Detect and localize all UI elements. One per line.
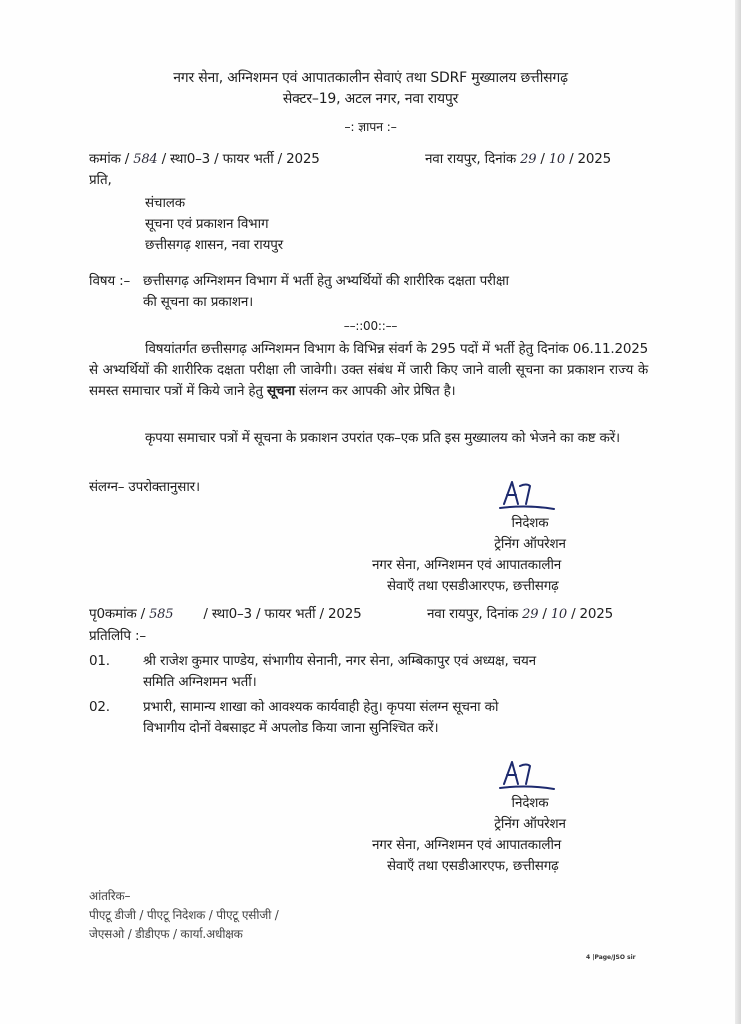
signatory-line4-1: सेवाएँ तथा एसडीआरएफ, छत्तीसगढ़ [387,578,559,594]
paragraph1-end: संलग्न कर आपकी ओर प्रेषित है। [299,383,456,399]
body-paragraph-1 [89,339,648,402]
signatory-title-2: निदेशक [511,795,549,811]
enclosure-line: संलग्न– उपरोक्तानुसार। [89,479,200,495]
letterhead-line2: सेक्टर–19, अटल नगर, नवा रायपुर [282,91,459,107]
recipient-line3: छत्तीसगढ़ शासन, नवा रायपुर [145,237,284,253]
recipient-line1: संचालक [145,195,185,211]
copy-reference-suffix: / स्था0–3 / फायर भर्ती / 2025 [203,606,362,622]
copy-item-1-line1: श्री राजेश कुमार पाण्डेय, संभागीय सेनानी, नगर सेना, अम्बिकापुर एवं अध्यक्ष, चयन [143,653,536,669]
date-month: 10 [548,152,565,167]
signature-2 [496,758,556,792]
letterhead-line1: नगर सेना, अग्निशमन एवं आपातकालीन सेवाएं तथा SDRF मुख्यालय छत्तीसगढ़ [173,70,568,86]
subject-line1: छत्तीसगढ़ अग्निशमन विभाग में भर्ती हेतु अभ्यर्थियों की शारीरिक दक्षता परीक्षा [143,273,509,289]
copy-reference-line [89,604,362,625]
copy-place-date-label: नवा रायपुर, दिनांक [427,606,519,622]
internal-line1: पीएटू डीजी / पीएटू निदेशक / पीएटू एसीजी / [89,908,279,922]
reference-prefix: कमांक / [89,151,130,167]
subject-label: विषय :– [89,273,131,289]
separator: ––::00::–– [343,319,398,333]
reference-number: 584 [133,152,158,167]
copy-item-2-line2: विभागीय दोनों वेबसाइट में अपलोड किया जाना सुनिश्चित करें। [143,720,439,736]
signatory-line4-2: सेवाएँ तथा एसडीआरएफ, छत्तीसगढ़ [387,858,559,874]
memo-title: –: ज्ञापन :– [344,119,397,134]
copy-item-2-line1: प्रभारी, सामान्य शाखा को आवश्यक कार्यवाही हेतु। कृपया संलग्न सूचना को [143,699,499,715]
reference-suffix: / स्था0–3 / फायर भर्ती / 2025 [161,151,320,167]
date-year: / 2025 [569,151,612,167]
place-date-label: नवा रायपुर, दिनांक [425,151,517,167]
copy-date-year: / 2025 [571,606,614,622]
recipient-line2: सूचना एवं प्रकाशन विभाग [145,216,269,232]
signatory-line3-2: नगर सेना, अग्निशमन एवं आपातकालीन [372,837,562,853]
signatory-line2-2: ट्रेनिंग ऑपरेशन [494,816,566,832]
paragraph1-text: विषयांतर्गत छत्तीसगढ़ अग्निशमन विभाग के विभिन्न संवर्ग के 295 पदों में भर्ती हेतु दिनांक 06.11.2025 से अभ्यर्थियों की शारीरिक दक्षता परीक्षा ली जावेगी। उक्त संबंध में जारी किए जाने वाली सूचना का प्रकाशन राज्य के समस्त समाचार पत्रों में किये जाने हेतु [89,341,648,399]
internal-label: आंतरिक– [89,889,131,903]
copy-reference-prefix: पृ0कमांक / [89,606,146,622]
date-day: 29 [520,152,537,167]
copy-date-day: 29 [522,607,539,622]
page-footer-note: 4 |Page/JSO sir [586,954,636,961]
internal-line2: जेएसओ / डीडीएफ / कार्या.अधीक्षक [89,927,243,941]
paragraph1-bold: सूचना [266,383,296,399]
to-label: प्रति, [89,172,112,188]
copy-item-1-line2: समिति अग्निशमन भर्ती। [143,674,257,690]
body-paragraph-2: कृपया समाचार पत्रों में सूचना के प्रकाशन उपरांत एक–एक प्रति इस मुख्यालय को भेजने का कष्ट करें। [145,430,620,446]
signatory-title-1: निदेशक [511,515,549,531]
copy-reference-date: नवा रायपुर, दिनांक 29 / 10 / 2025 [427,606,614,622]
copy-label: प्रतिलिपि :– [89,628,146,644]
subject-line2: की सूचना का प्रकाशन। [143,294,254,310]
copy-date-month: 10 [550,607,567,622]
reference-date: नवा रायपुर, दिनांक 29 / 10 / 2025 [425,151,612,167]
copy-item-2-num: 02. [89,699,110,715]
page-edge-shadow [735,0,741,1024]
reference-line [89,149,320,170]
copy-reference-number: 585 [149,607,174,622]
signatory-line3-1: नगर सेना, अग्निशमन एवं आपातकालीन [372,557,562,573]
signature-1 [496,478,556,512]
copy-item-1-num: 01. [89,653,110,669]
signatory-line2-1: ट्रेनिंग ऑपरेशन [494,536,566,552]
